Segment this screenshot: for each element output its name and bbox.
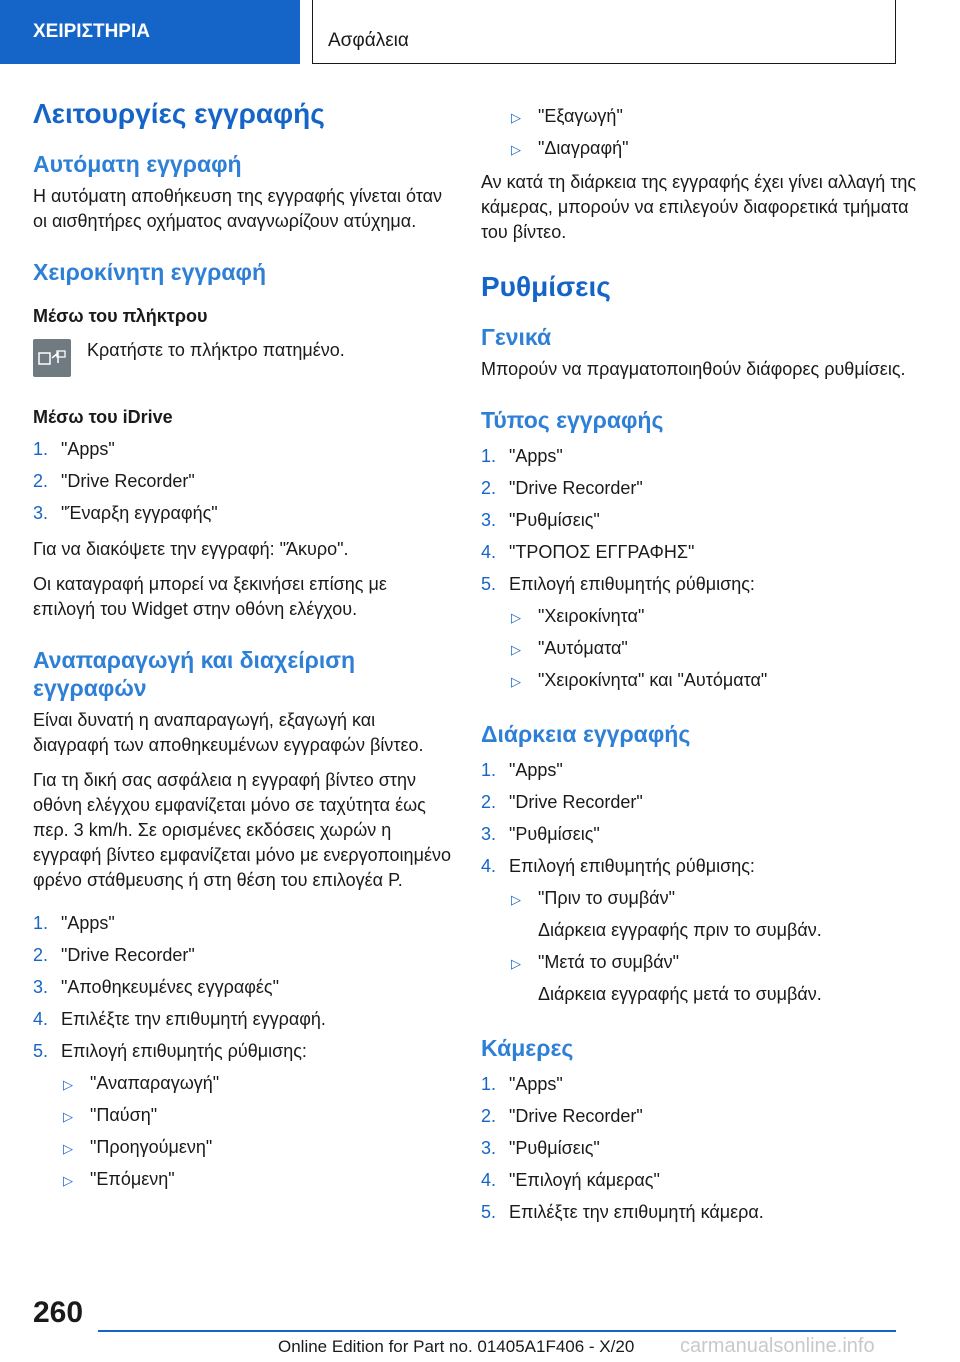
header-chapter-title: Ασφάλεια (312, 0, 896, 64)
idrive-steps-list (33, 433, 451, 529)
cancel-text: Για να διακόψετε την εγγραφή: "Άκυρο". (33, 539, 349, 559)
triangle-bullet-icon: ▷ (63, 1077, 73, 1092)
list-item: 1. "Apps" (481, 760, 563, 780)
auto-recording-heading: Αυτόματη εγγραφή (33, 151, 242, 177)
recording-type-steps (481, 440, 921, 600)
list-item: 4. "ΤΡΟΠΟΣ ΕΓΓΡΑΦΗΣ" (481, 542, 695, 562)
list-item: ▷ "Αναπαραγωγή" (33, 1067, 451, 1099)
list-item: 1. "Apps" (481, 446, 563, 466)
via-idrive-heading: Μέσω του iDrive (33, 407, 173, 427)
more-options-list (481, 100, 921, 164)
list-item: 1. "Apps" (33, 439, 115, 459)
section-title: Λειτουργίες εγγραφής (33, 98, 325, 129)
recording-duration-options (481, 882, 921, 1010)
header-section-tab: ΧΕΙΡΙΣΤΗΡΙΑ (0, 0, 300, 64)
list-item: ▷ "Προηγούμενη" (33, 1131, 451, 1163)
footer-divider (98, 1330, 896, 1332)
footer-edition-text: Online Edition for Part no. 01405A1F406 - X/20 (278, 1337, 635, 1356)
list-item: 3. "Ρυθμίσεις" (481, 824, 600, 844)
list-item: 2. "Drive Recorder" (33, 471, 195, 491)
list-item: 3. "Αποθηκευμένες εγγραφές" (33, 977, 279, 997)
right-column (481, 98, 921, 1236)
settings-title: Ρυθμίσεις (481, 271, 611, 302)
page-number: 260 (33, 1296, 84, 1329)
list-item: ▷ "Παύση" (33, 1099, 451, 1131)
triangle-bullet-icon: ▷ (63, 1109, 73, 1124)
list-item: 4. Επιλέξτε την επιθυμητή εγγραφή. (33, 1009, 326, 1029)
list-item: 2. "Drive Recorder" (481, 1106, 643, 1126)
list-item: ▷ "Εξαγωγή" (481, 100, 921, 132)
button-instruction-text: Κρατήστε το πλήκτρο πατημένο. (87, 340, 345, 360)
list-item: 4. "Επιλογή κάμερας" (481, 1170, 660, 1190)
triangle-bullet-icon: ▷ (511, 674, 521, 689)
list-item: ▷ "Αυτόματα" (481, 632, 921, 664)
list-item: 5. Επιλέξτε την επιθυμητή κάμερα. (481, 1202, 764, 1222)
triangle-bullet-icon: ▷ (63, 1141, 73, 1156)
list-item: ▷ "Διαγραφή" (481, 132, 921, 164)
recording-duration-steps (481, 754, 921, 882)
left-column (33, 96, 451, 1195)
list-item: 3. "Ρυθμίσεις" (481, 510, 600, 530)
list-item: 3. "Ρυθμίσεις" (481, 1138, 600, 1158)
recording-type-options (481, 600, 921, 696)
list-item: 4. Επιλογή επιθυμητής ρύθμισης: (481, 856, 755, 876)
list-item: ▷ "Χειροκίνητα" (481, 600, 921, 632)
camera-change-text: Αν κατά τη διάρκεια της εγγραφής έχει γίνει αλλαγή της κάμερας, μπορούν να επιλεγούν διαφορετικά τμήματα του βίντεο. (481, 172, 917, 242)
triangle-bullet-icon: ▷ (511, 892, 521, 907)
safety-text: Για τη δική σας ασφάλεια η εγγραφή βίντεο στην οθόνη ελέγχου εμφανίζεται μόνο σε ταχύτητα έως περ. 3 km/h. Σε ορισμένες εκδόσεις χωρών η εγγραφή βίντεο εμφανίζεται μόνο με ενεργοποιημένο φρένο στάθμευσης ή στη θέση του επιλογέα P. (33, 770, 451, 890)
cameras-heading: Κάμερες (481, 1035, 574, 1061)
list-item: 3. "Έναρξη εγγραφής" (33, 503, 218, 523)
list-item: 1. "Apps" (33, 913, 115, 933)
via-button-heading: Μέσω του πλήκτρου (33, 306, 208, 326)
general-heading: Γενικά (481, 324, 552, 350)
playback-text: Είναι δυνατή η αναπαραγωγή, εξαγωγή και διαγραφή των αποθηκευμένων εγγραφών βίντεο. (33, 710, 424, 755)
auto-recording-text: Η αυτόματη αποθήκευση της εγγραφής γίνεται όταν οι αισθητήρες οχήματος αναγνωρίζουν ατύχημα. (33, 186, 442, 231)
general-text: Μπορούν να πραγματοποιηθούν διάφορες ρυθμίσεις. (481, 359, 906, 379)
list-item: 1. "Apps" (481, 1074, 563, 1094)
list-item: 2. "Drive Recorder" (481, 478, 643, 498)
list-item: 2. "Drive Recorder" (481, 792, 643, 812)
playback-options-list (33, 1067, 451, 1195)
list-item: 5. Επιλογή επιθυμητής ρύθμισης: (33, 1041, 307, 1061)
manual-recording-heading: Χειροκίνητη εγγραφή (33, 259, 267, 285)
watermark: carmanualsonline.info (680, 1335, 875, 1357)
widget-text: Οι καταγραφή μπορεί να ξεκινήσει επίσης με επιλογή του Widget στην οθόνη ελέγχου. (33, 574, 387, 619)
list-item: 5. Επιλογή επιθυμητής ρύθμισης: (481, 574, 755, 594)
recording-type-heading: Τύπος εγγραφής (481, 407, 664, 433)
triangle-bullet-icon: ▷ (511, 142, 521, 157)
list-item: ▷ "Μετά το συμβάν" Διάρκεια εγγραφής μετά το συμβάν. (511, 952, 822, 1004)
triangle-bullet-icon: ▷ (511, 110, 521, 125)
playback-heading: Αναπαραγωγή και διαχείριση εγγραφών (33, 647, 356, 701)
camera-steps (481, 1068, 921, 1228)
button-instruction (33, 338, 451, 377)
list-item: ▷ "Επόμενη" (33, 1163, 451, 1195)
triangle-bullet-icon: ▷ (511, 610, 521, 625)
list-item: ▷ "Πριν το συμβάν" Διάρκεια εγγραφής πριν το συμβάν. (511, 888, 822, 940)
list-item: 2. "Drive Recorder" (33, 945, 195, 965)
playback-steps-list (33, 907, 451, 1067)
drive-recorder-button-icon (33, 339, 71, 377)
recording-duration-heading: Διάρκεια εγγραφής (481, 721, 691, 747)
list-item: ▷ "Χειροκίνητα" και "Αυτόματα" (481, 664, 921, 696)
triangle-bullet-icon: ▷ (511, 956, 521, 971)
triangle-bullet-icon: ▷ (511, 642, 521, 657)
triangle-bullet-icon: ▷ (63, 1173, 73, 1188)
